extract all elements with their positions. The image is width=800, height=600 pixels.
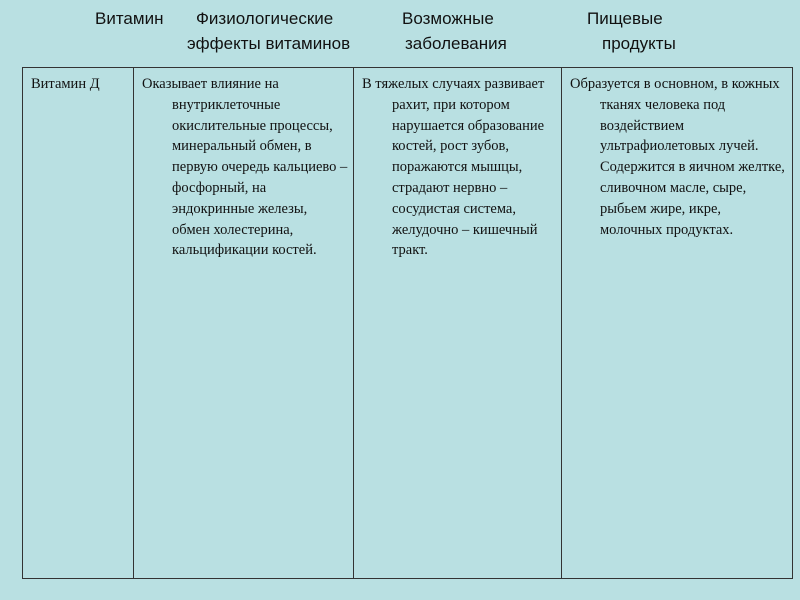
header-diseases-line2: заболевания	[405, 34, 507, 53]
vitamin-name: Витамин Д	[31, 76, 100, 92]
header-effects-line2: эффекты витаминов	[187, 34, 351, 53]
table-row	[23, 68, 793, 579]
header-products-line1: Пищевые	[587, 9, 663, 28]
products-cell	[562, 68, 793, 579]
vitamin-table	[22, 67, 793, 579]
header-products-line2: продукты	[602, 34, 676, 53]
diseases-text: В тяжелых случаях развивает рахит, при котором нарушается образование костей, рост зубов, поражаются мышцы, страдают нервно – сосудистая система, желудочно – кишечный тракт.	[362, 76, 545, 259]
effects-text: Оказывает влияние на внутриклеточные окислительные процессы, минеральный обмен, в первую очередь кальциево – фосфорный, на эндокринные железы, обмен холестерина, кальцификации костей.	[142, 76, 348, 259]
header-diseases-line1: Возможные	[402, 9, 494, 28]
header-effects-line1: Физиологические	[196, 9, 334, 28]
diseases-cell	[354, 68, 562, 579]
effects-cell	[134, 68, 354, 579]
products-text: Образуется в основном, в кожных тканях человека под воздействием ультрафиолетовых лучей. Содержится в яичном желтке, сливочном масле, сыре, рыбьем жире, икре, молочных продуктах.	[570, 76, 785, 238]
header-vitamin: Витамин	[95, 9, 164, 28]
vitamin-name-cell	[23, 68, 134, 579]
